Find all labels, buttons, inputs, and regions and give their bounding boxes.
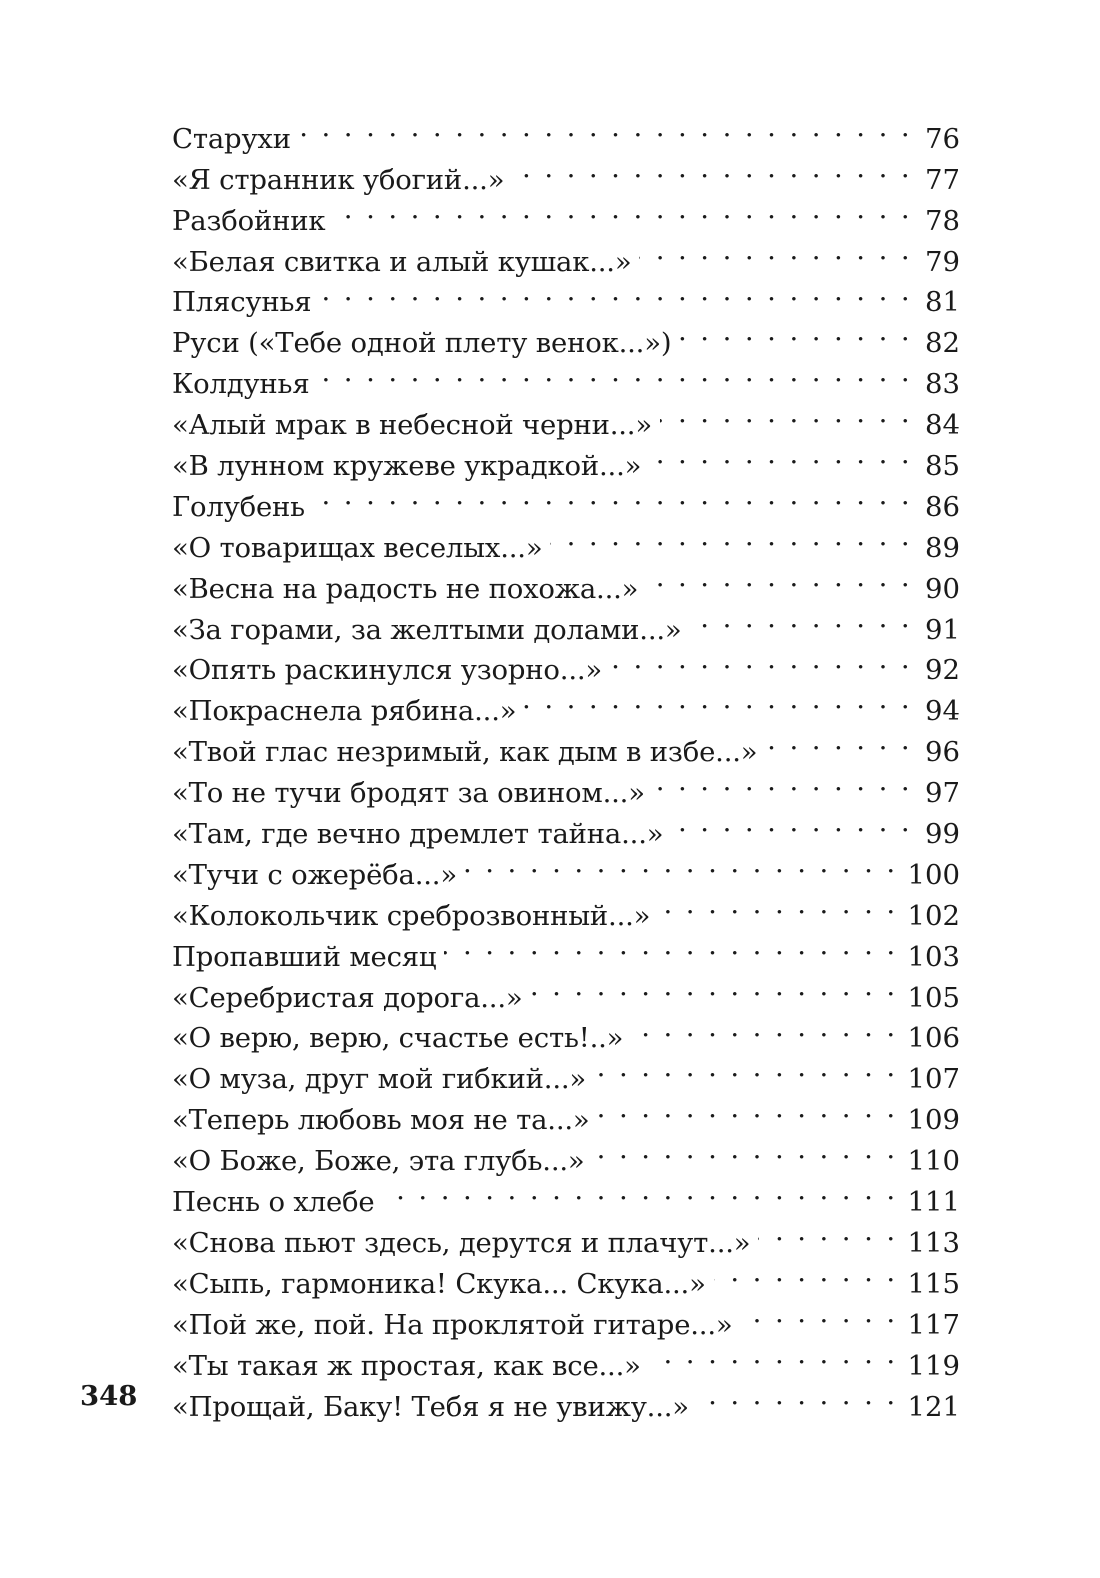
dot-leader [646,557,912,598]
toc-entry-title: Разбойник [172,204,326,237]
toc-entry-title: «Весна на радость не похожа...» [172,572,639,605]
toc-entry-title: «О товарищах веселых...» [172,531,543,564]
toc-entry-title: «Покраснела рябина...» [172,695,517,728]
dot-leader [531,966,898,1007]
dot-leader [550,516,912,557]
toc-entry-title: «О муза, друг мой гибкий...» [172,1063,587,1096]
toc-entry [172,107,960,155]
toc-entry-page: 83 [925,368,960,401]
toc-entry-page: 107 [907,1063,960,1096]
toc-entry-page: 115 [907,1267,960,1300]
toc-entry-page: 86 [925,490,960,523]
dot-leader [313,475,912,516]
toc-entry-page: 94 [925,695,960,728]
toc-entry-title: «Прощай, Баку! Тебя я не увижу...» [172,1390,689,1423]
toc-entry-title: «О Боже, Боже, эта глубь...» [172,1145,585,1178]
toc-entry-page: 81 [925,286,960,319]
dot-leader [765,720,912,761]
toc-entry-page: 117 [907,1308,960,1341]
dot-leader [658,884,897,925]
dot-leader [671,802,912,843]
toc-entry-title: Пропавший месяц [172,940,437,973]
toc-entry-page: 77 [925,163,960,196]
dot-leader [649,1334,898,1375]
dot-leader [333,189,912,230]
toc-entry-title: «Белая свитка и алый кушак...» [172,245,632,278]
dot-leader [690,598,912,639]
dot-leader [653,761,912,802]
dot-leader [299,107,912,148]
dot-leader [679,311,912,352]
dot-leader [631,1007,897,1048]
toc-entry-title: «Серебристая дорога...» [172,981,523,1014]
toc-entry-page: 97 [925,777,960,810]
toc-entry-title: Колдунья [172,368,310,401]
page-number: 348 [80,1380,138,1412]
toc-entry-page: 89 [925,531,960,564]
toc-entry-title: «В лунном кружеве украдкой...» [172,450,642,483]
toc-entry-title: «Тучи с ожерёба...» [172,858,457,891]
toc-entry-title: «Алый мрак в небесной черни...» [172,409,652,442]
toc-entry-page: 99 [925,818,960,851]
toc-entry-page: 111 [907,1186,960,1219]
toc-entry-page: 105 [907,981,960,1014]
dot-leader [594,1047,897,1088]
table-of-contents [172,107,960,1423]
toc-entry-title: «Пой же, пой. На проклятой гитаре...» [172,1308,733,1341]
toc-entry-page: 85 [925,450,960,483]
dot-leader [697,1375,898,1416]
toc-entry-title: «О верю, верю, счастье есть!..» [172,1022,624,1055]
toc-entry-page: 76 [925,122,960,155]
toc-entry-page: 113 [907,1226,960,1259]
dot-leader [317,352,912,393]
toc-entry-page: 91 [925,613,960,646]
toc-entry-title: «Теперь любовь моя не та...» [172,1104,590,1137]
toc-entry-page: 109 [907,1104,960,1137]
toc-entry-page: 110 [907,1145,960,1178]
dot-leader [593,1129,898,1170]
dot-leader [639,230,912,271]
toc-entry-title: Старухи [172,122,291,155]
toc-entry-title: «Я странник убогий...» [172,163,505,196]
toc-entry-page: 100 [907,858,960,891]
toc-entry-title: Песнь о хлебе [172,1186,375,1219]
dot-leader [465,843,898,884]
toc-entry-title: «Снова пьют здесь, дерутся и плачут...» [172,1226,751,1259]
toc-entry-title: «То не тучи бродят за овином...» [172,777,645,810]
toc-entry-title: «Ты такая ж простая, как все...» [172,1349,641,1382]
dot-leader [741,1293,898,1334]
toc-entry-page: 103 [907,940,960,973]
dot-leader [758,1211,897,1252]
toc-entry-title: «Твой глас незримый, как дым в избе...» [172,736,758,769]
toc-entry-title: Голубень [172,490,305,523]
dot-leader [598,1088,898,1129]
toc-entry-page: 102 [907,899,960,932]
dot-leader [319,271,912,312]
toc-entry-page: 78 [925,204,960,237]
toc-entry-title: «За горами, за желтыми долами...» [172,613,682,646]
toc-entry-page: 96 [925,736,960,769]
toc-entry-title: «Сыпь, гармоника! Скука... Скука...» [172,1267,706,1300]
toc-entry-page: 119 [907,1349,960,1382]
dot-leader [512,148,912,189]
dot-leader [610,639,912,680]
toc-entry-page: 106 [907,1022,960,1055]
toc-entry-page: 92 [925,654,960,687]
toc-entry-page: 90 [925,572,960,605]
dot-leader [444,925,897,966]
toc-entry-title: «Опять раскинулся узорно...» [172,654,603,687]
dot-leader [382,1170,897,1211]
dot-leader [524,679,912,720]
dot-leader [660,393,912,434]
dot-leader [649,434,912,475]
toc-entry-page: 121 [907,1390,960,1423]
toc-entry-title: Плясунья [172,286,312,319]
toc-entry-title: Руси («Тебе одной плету венок...») [172,327,672,360]
dot-leader [714,1252,898,1293]
toc-entry-title: «Там, где вечно дремлет тайна...» [172,818,664,851]
toc-entry-page: 79 [925,245,960,278]
toc-entry-page: 82 [925,327,960,360]
toc-entry-title: «Колокольчик среброзвонный...» [172,899,651,932]
toc-entry-page: 84 [925,409,960,442]
